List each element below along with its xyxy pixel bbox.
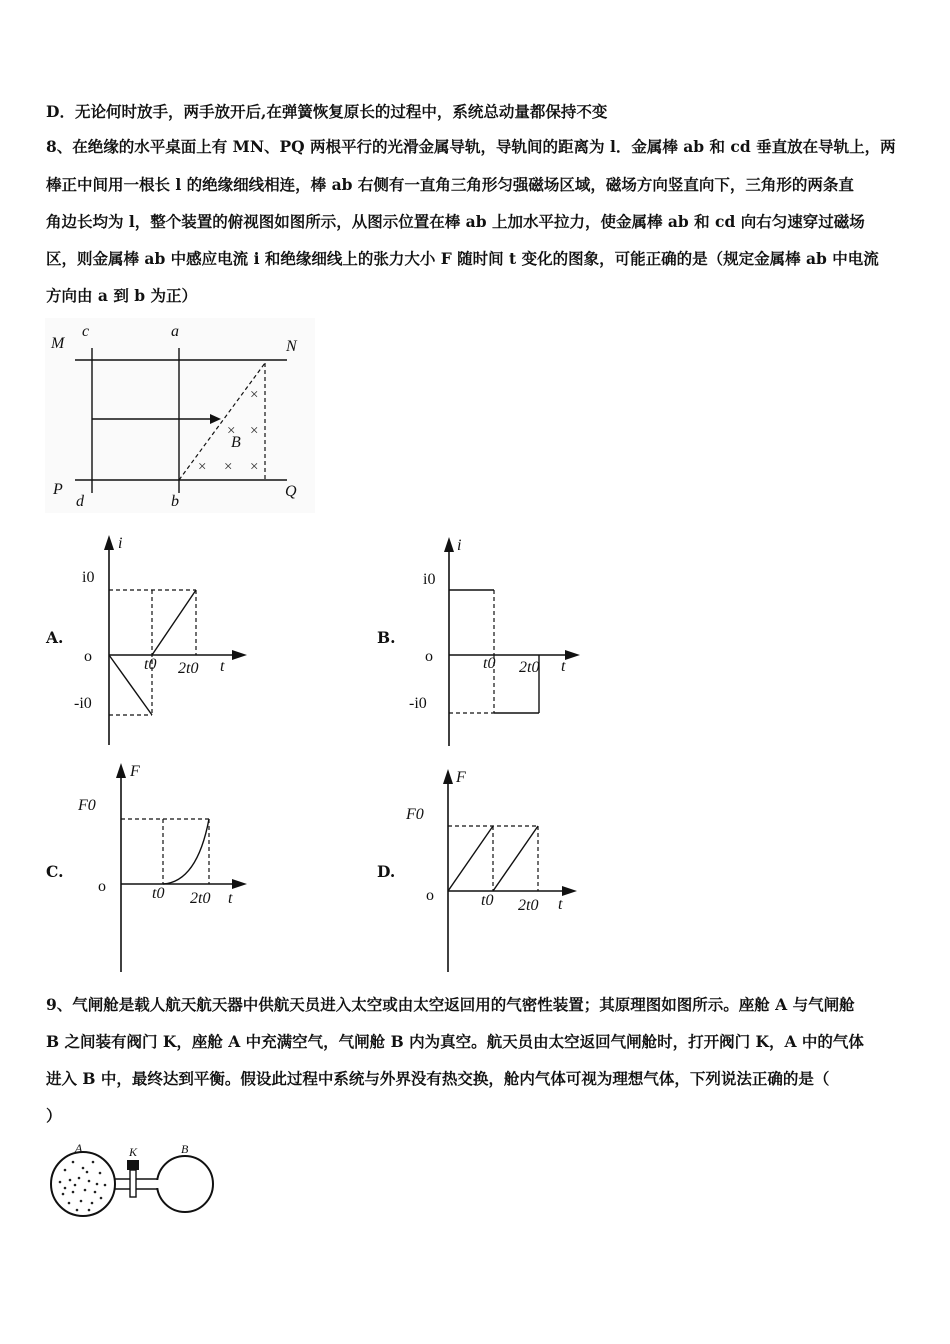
i0-label: i0 (423, 571, 436, 588)
q8-line-3: 角边长均为 l，整个装置的俯视图如图所示，从图示位置在棒 ab 上加水平拉力，使金属棒 ab 和 cd 向右匀速穿过磁场 (46, 212, 865, 231)
q8-line-1: 8、在绝缘的水平桌面上有 MN、PQ 两根平行的光滑金属导轨，导轨间的距离为 l．金属棒 ab 和 cd 垂直放在导轨上，两 (46, 137, 896, 156)
t-axis-label: t (561, 658, 566, 675)
option-a-label: A. (46, 628, 64, 647)
neg-i0-label: -i0 (74, 695, 92, 712)
graph-c (72, 758, 252, 974)
origin-label: o (425, 648, 433, 665)
neg-i0-label: -i0 (409, 695, 427, 712)
option-d-q7: D．无论何时放手，两手放开后,在弹簧恢复原长的过程中，系统总动量都保持不变 (46, 102, 608, 121)
i0-label: i0 (82, 569, 95, 586)
t-axis-label: t (220, 658, 225, 675)
graph-d (400, 764, 582, 974)
graph-a (70, 530, 250, 750)
label-M: M (51, 335, 65, 352)
cross-mark: × (250, 423, 259, 439)
q9-line-3: 进入 B 中，最终达到平衡。假设此过程中系统与外界没有热交换，舱内气体可视为理想气体，下列说法正确的是（ (46, 1069, 830, 1088)
2t0-label: 2t0 (178, 660, 199, 677)
label-b: b (171, 493, 179, 510)
origin-label: o (426, 887, 434, 904)
label-B: B (181, 1142, 189, 1156)
rail-figure (45, 318, 315, 513)
origin-label: o (84, 648, 92, 665)
cross-mark: × (198, 459, 207, 475)
F0-label: F0 (78, 797, 96, 814)
graph-b (405, 532, 585, 750)
origin-label: o (98, 878, 106, 895)
t0-label: t0 (483, 655, 496, 672)
q9-line-1: 9、气闸舱是载人航天航天器中供航天员进入太空或由太空返回用的气密性装置；其原理图如图所示。座舱 A 与气闸舱 (46, 995, 855, 1014)
2t0-label: 2t0 (519, 659, 540, 676)
label-K: K (129, 1145, 138, 1159)
q9-line-4: ） (46, 1106, 62, 1125)
t0-label: t0 (481, 892, 494, 909)
label-A: A (75, 1141, 83, 1155)
t-axis-label: t (228, 890, 233, 907)
2t0-label: 2t0 (190, 890, 211, 907)
t0-label: t0 (152, 885, 165, 902)
label-a: a (171, 323, 179, 340)
label-d: d (76, 493, 84, 510)
y-axis-label: F (456, 769, 466, 786)
label-Q: Q (285, 483, 297, 500)
q9-line-2: B 之间装有阀门 K，座舱 A 中充满空气，气闸舱 B 内为真空。航天员由太空返回气闸舱时，打开阀门 K，A 中的气体 (46, 1032, 864, 1051)
q8-line-4: 区，则金属棒 ab 中感应电流 i 和绝缘细线上的张力大小 F 随时间 t 变化的图象，可能正确的是（规定金属棒 ab 中电流 (46, 249, 879, 268)
option-c-label: C. (46, 862, 64, 881)
y-axis-label: F (130, 763, 140, 780)
cross-mark: × (250, 459, 259, 475)
t-axis-label: t (558, 896, 563, 913)
q8-line-5: 方向由 a 到 b 为正） (46, 286, 197, 305)
label-B-field: B (231, 434, 241, 451)
label-c: c (82, 323, 90, 340)
airlock-figure (45, 1140, 220, 1220)
y-axis-label: i (118, 535, 123, 552)
F0-label: F0 (406, 806, 424, 823)
option-b-label: B. (377, 628, 396, 647)
cross-mark: × (227, 423, 236, 439)
option-d-label: D. (377, 862, 396, 881)
label-N: N (286, 338, 297, 355)
t0-label: t0 (144, 656, 157, 673)
label-P: P (53, 481, 63, 498)
cross-mark: × (224, 459, 233, 475)
2t0-label: 2t0 (518, 897, 539, 914)
q8-line-2: 棒正中间用一根长 l 的绝缘细线相连，棒 ab 右侧有一直角三角形匀强磁场区域，磁场方向竖直向下，三角形的两条直 (46, 175, 854, 194)
cross-mark: × (250, 387, 259, 403)
y-axis-label: i (457, 537, 462, 554)
